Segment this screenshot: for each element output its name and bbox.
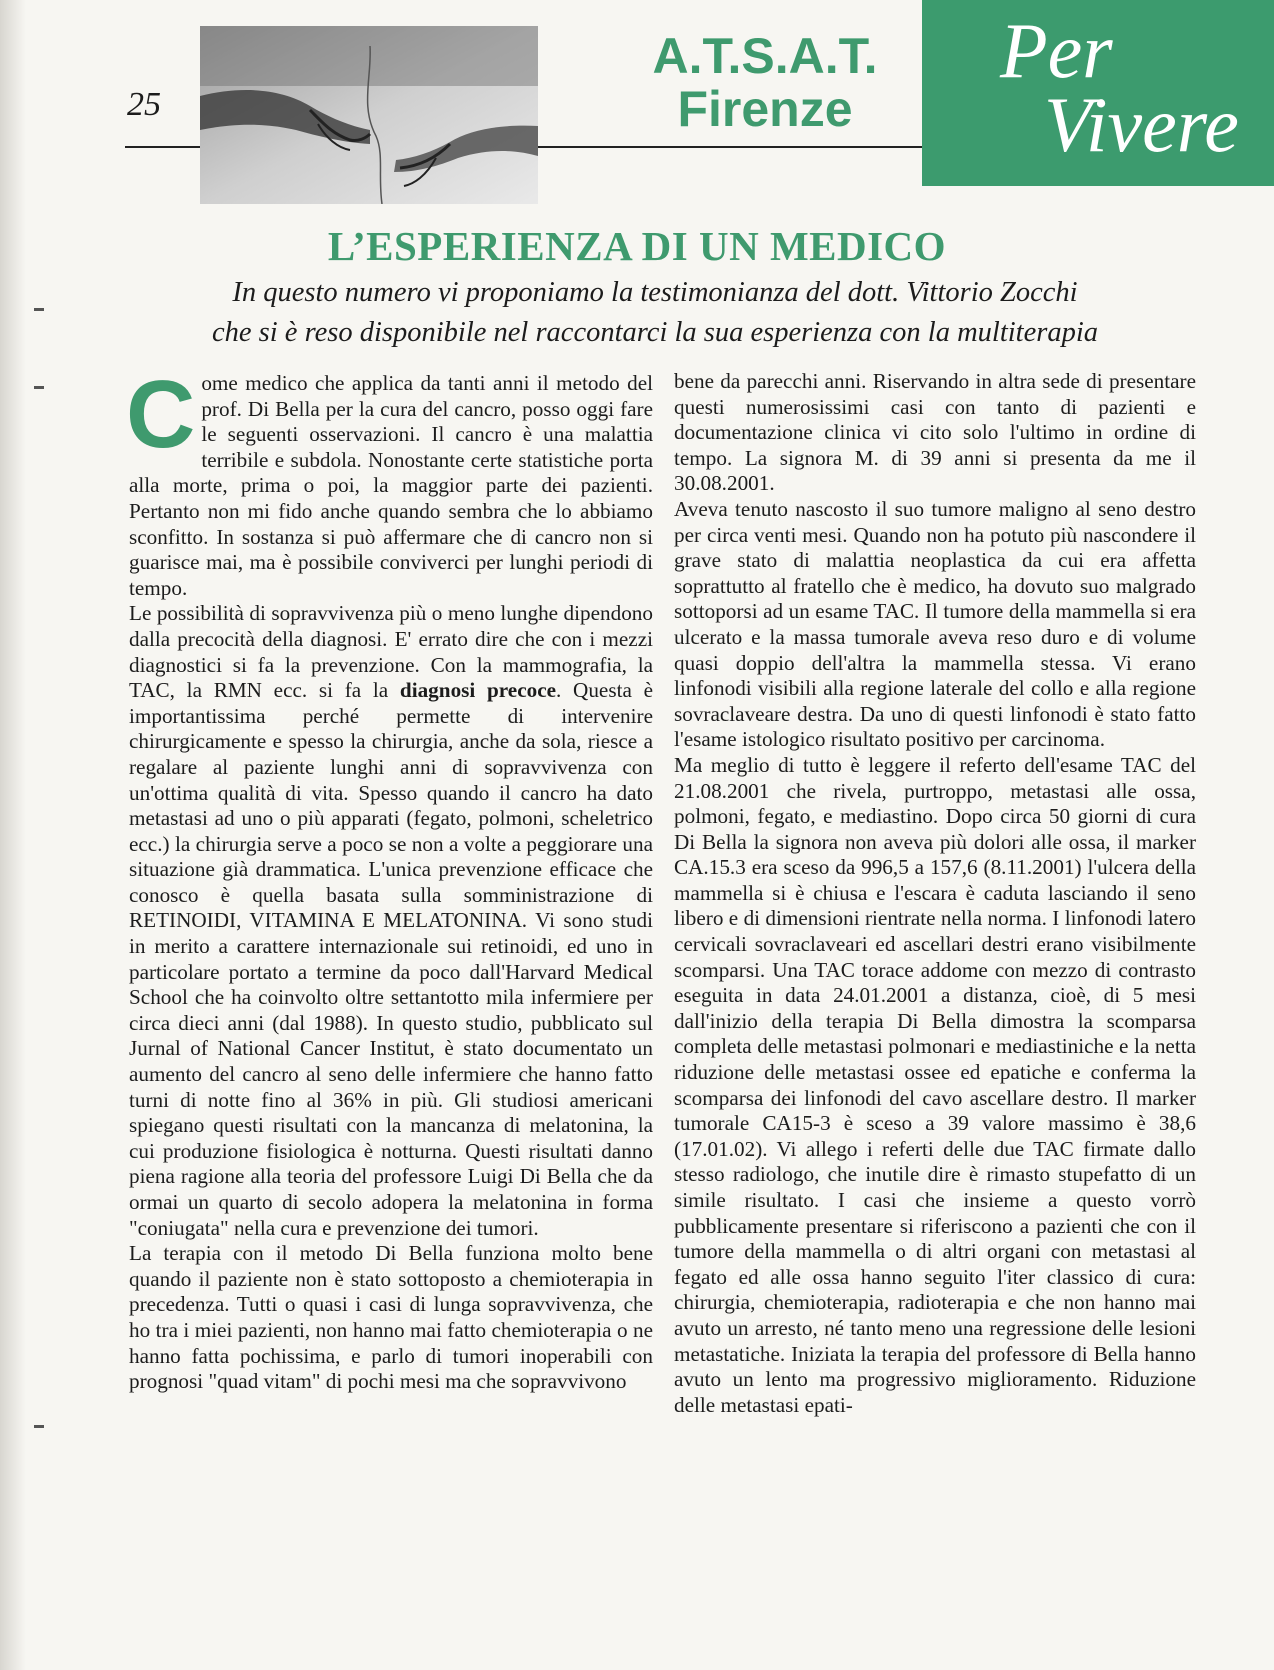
article-column-right — [674, 369, 1196, 1418]
paragraph-text: . Questa è importantissima perché permette di intervenire chirurgicamente e spesso la chirurgia, anche da sola, riesce a regalare al paziente lunghi anni di sopravvivenza con un'ottima qualità di vita. Spesso quando il cancro ha dato metastasi ad uno o più apparati (fegato, polmoni, scheletrico ecc.) la chirurgia serve a poco se non a volte a peggiorare una situazione già drammatica. L'unica prevenzione efficace che conosco è quella basata sulla somministrazione di RETINOIDI, VITAMINA E MELATONINA. Vi sono studi in merito a carattere internazionale sui retinoidi, ed uno in particolare portato a termine da poco dall'Harvard Medical School che ha coinvolto oltre settantotto mila infermiere per circa dieci anni (dal 1988). In questo studio, pubblicato sul Jurnal of National Cancer Institut, è stato documentato un aumento del cancro al seno delle infermiere che hanno fatto turni di notte fino al 36% in più. Gli studiosi americani spiegano questi risultati con la mancanza di melatonina, la cui produzione fisiologica è notturna. Questi risultati danno piena ragione alla teoria del professore Luigi Di Bella che da ormai un quarto di secolo adopera la melatonina in forma "coniugata" nella cura e prevenzione dei tumori. — [129, 678, 653, 1240]
brand-word-2: Vivere — [1044, 81, 1239, 168]
organization-name: A.T.S.A.T. — [652, 28, 878, 84]
paragraph — [129, 601, 653, 1241]
paragraph-text: Le possibilità di sopravvivenza più o meno lunghe dipendono dalla precocità della diagnosi. E' errato dire che con i mezzi diagnostici si fa la prevenzione. Con la mammografia, la TAC, la RMN ecc. si fa la — [129, 601, 653, 703]
article-subtitle — [100, 273, 1210, 353]
punch-mark — [34, 1425, 44, 1428]
organization-city: Firenze — [677, 81, 853, 137]
drop-cap: C — [126, 361, 196, 468]
subtitle-line: In questo numero vi proponiamo la testimonianza del dott. Vittorio Zocchi — [232, 277, 1078, 308]
paragraph: Ma meglio di tutto è leggere il referto dell'esame TAC del 21.08.2001 che rivela, purtroppo, metastasi alle ossa, polmoni, fegato, e mediastino. Dopo circa 50 giorni di cura Di Bella la signora non aveva più dolori alle ossa, il marker CA.15.3 era sceso da 996,5 a 157,6 (8.11.2001) l'ulcera della mammella si è chiusa e l'escara è caduta lasciando il seno libero e di dimensioni rientrate nella norma. I linfonodi latero cervicali sovraclaveari ed ascellari destri erano visibilmente scomparsi. Una TAC torace addome con mezzo di contrasto eseguita in data 24.01.2001 a distanza, cioè, di 5 mesi dall'inizio della terapia Di Bella dimostra la scomparsa completa delle metastasi polmonari e mediastiniche e la netta riduzione delle metastasi ossee ed epatiche e conferma la scomparsa dei linfonodi del cavo ascellare destro. Il marker tumorale CA15-3 è sceso a 39 valore massimo è 38,6 (17.01.02). Vi allego i referti delle due TAC firmate dallo stesso radiologo, che inutile dire è rimasto stupefatto di un simile risultato. I casi che insieme a questo vorrò pubblicamente presentare si riferiscono a pazienti che con il tumore della mammella o di altri organi con metastasi al fegato ed alle ossa hanno seguito l'iter classico di cura: chirurgia, chemioterapia, radioterapia e che non hanno mai avuto un arresto, né tanto meno una regressione delle lesioni metastatiche. Iniziata la terapia del professore di Bella hanno avuto un lento ma progressivo miglioramento. Riduzione delle metastasi epati- — [674, 752, 1196, 1417]
paragraph: Aveva tenuto nascosto il suo tumore maligno al seno destro per circa venti mesi. Quando non ha potuto più nascondere il grave stato di malattia neoplastica da cui era affetta soprattutto al fratello che è medico, ha dovuto suo malgrado sottoporsi ad un esame TAC. Il tumore della mammella si era ulcerato e la massa tumorale aveva reso duro e di volume quasi doppio dell'altra la mammella stessa. Vi erano linfonodi visibili alla regione laterale del collo e alla regione sovraclaveare destra. Da uno di questi linfonodi è stato fatto l'esame istologico risultato positivo per carcinoma. — [674, 496, 1196, 752]
article-column-left — [126, 361, 653, 1395]
article-title: L’ESPERIENZA DI UN MEDICO — [327, 223, 947, 269]
paragraph: bene da parecchi anni. Riservando in altra sede di presentare questi numerosissimi casi con tanto di pazienti e documentazione clinica vi cito solo l'ultimo in ordine di tempo. La signora M. di 39 anni si presenta da me il 30.08.2001. — [674, 369, 1196, 496]
magazine-brand-logo — [922, 0, 1274, 186]
organization-title — [600, 30, 930, 136]
paragraph: La terapia con il metodo Di Bella funziona molto bene quando il paziente non è stato sottoposto a chemioterapia in precedenza. Tutti o quasi i casi di lunga sopravvivenza, che ho tra i miei pazienti, non hanno mai fatto chemioterapia o ne hanno fatta pochissima, e parlo di tumori inoperabili con prognosi "quad vitam" di pochi mesi ma che sopravvivono — [129, 1241, 653, 1394]
punch-mark — [34, 386, 44, 389]
subtitle-line: che si è reso disponibile nel raccontarci la sua esperienza con la multiterapia — [211, 317, 1098, 348]
punch-mark — [34, 308, 44, 311]
paragraph — [126, 361, 653, 601]
brand-word-1: Per — [1000, 7, 1113, 94]
magazine-brand-box — [922, 0, 1274, 186]
creation-of-adam-illustration — [200, 26, 538, 204]
page-number: 25 — [127, 86, 161, 123]
emphasis-text: diagnosi precoce — [399, 678, 557, 703]
paragraph-text: ome medico che applica da tanti anni il metodo del prof. Di Bella per la cura del cancro, posso oggi fare le seguenti osservazioni. Il cancro è una malattia terribile e subdola. Nonostante certe statistiche porta alla morte, prima o poi, la maggior parte dei pazienti. Pertanto non mi fido anche quando sembra che lo abbiamo sconfitto. In sostanza si può affermare che di cancro non si guarisce mai, ma è possibile conviverci per lunghi periodi di tempo. — [129, 371, 653, 600]
